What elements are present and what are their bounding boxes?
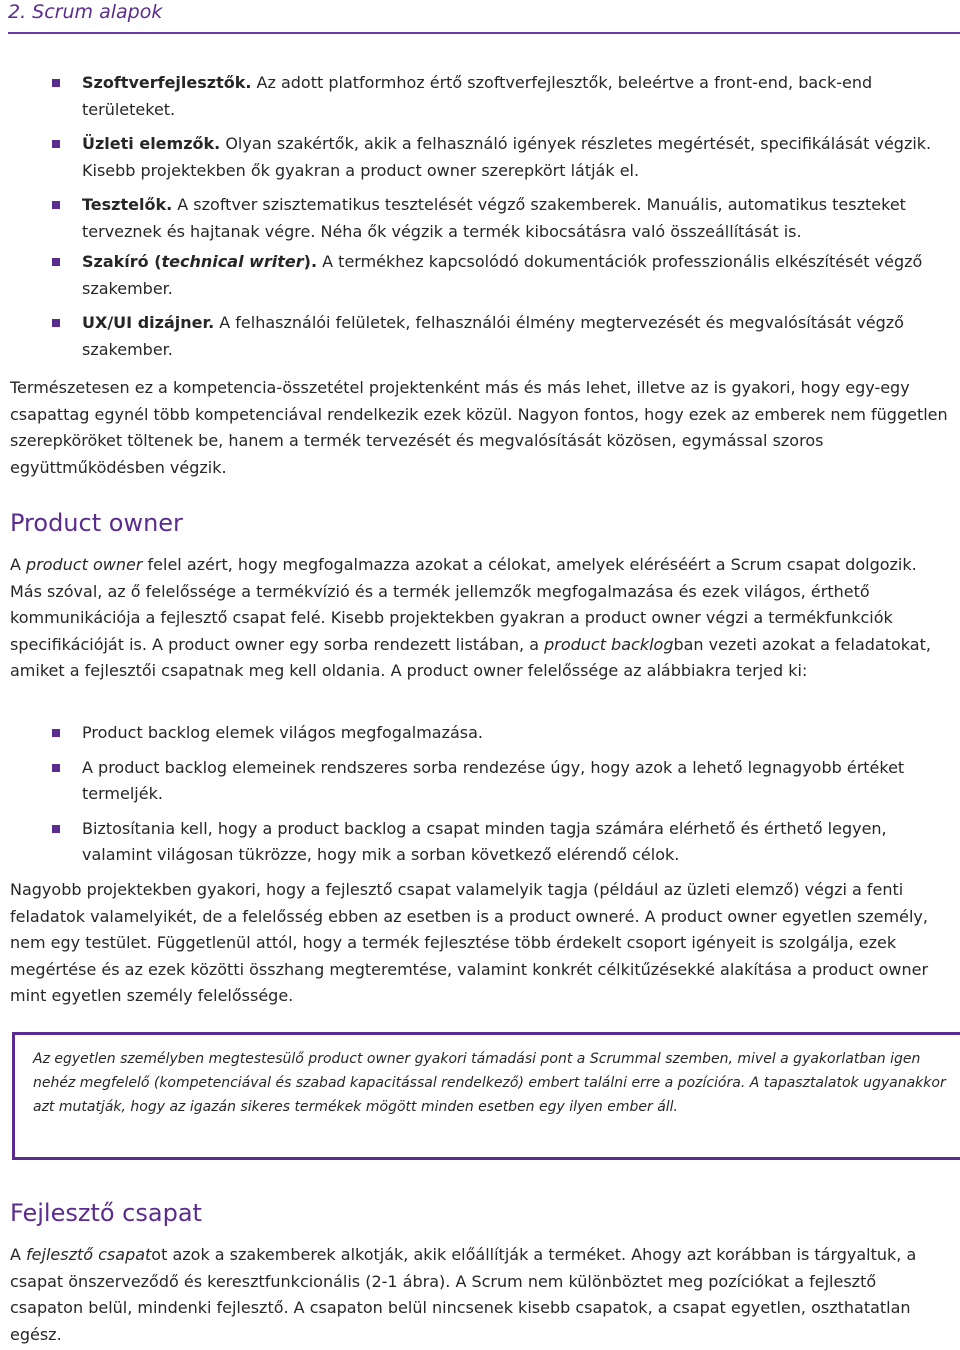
text-run: ban vezeti azokat a feladatokat, amiket a fejlesztői csapatnak meg kell oldania. A product owner felelőssége az alábbiakra terjed ki: [10,634,931,680]
list-item [0,310,960,363]
role-term [82,252,317,271]
text-run: ot azok a szakemberek alkotják, akik előállítják a terméket. Ahogy azt korábban is tárgyaltuk, a csapat önszerveződő és keresztfunkcionális (2-1 ábra). A Scrum nem különböztet meg pozíciókat a fejlesztő csapaton belül, mindenki fejlesztő. A csapaton belül nincsenek kisebb csapatok, a csapat egyetlen, oszthatatlan egész. [10,1245,917,1344]
role-description: A szoftver szisztematikus tesztelését végző szakemberek. Manuális, automatikus teszteket terveznek és hajtanak végre. Néha ők végzik a termék kibocsátásra való összeállítását is. [82,195,906,241]
bullet-square-icon [52,729,60,737]
bullet-square-icon [52,764,60,772]
duty-text: Biztosítania kell, hogy a product backlog a csapat minden tagja számára elérhető és érthető legyen, valamint világosan tükrözze, hogy mik a sorban következő elérendő célok. [82,818,887,864]
text-run: A [10,555,27,574]
role-term: Üzleti elemzők. [82,134,221,153]
role-term-end: ). [303,252,318,271]
bullet-square-icon [52,258,60,266]
chapter-title: 2. Scrum alapok [8,1,163,23]
list-item [0,816,960,869]
duty-text: Product backlog elemek világos megfogalmazása. [82,723,484,742]
chapter-header [8,0,960,34]
role-term: Szoftverfejlesztők. [82,73,252,92]
role-term: UX/UI dizájner. [82,313,215,332]
emphasis-product-owner: product owner [26,555,143,574]
section-heading-product-owner: Product owner [10,509,183,537]
list-item [0,755,960,808]
list-item [0,192,960,245]
dev-team-paragraph [10,1242,950,1348]
role-term-emphasis: technical writer [161,252,304,271]
emphasis-dev-team: fejlesztő csapat [26,1245,152,1264]
duty-text: A product backlog elemeinek rendszeres sorba rendezése úgy, hogy azok a lehető legnagyobb értéket termeljék. [82,757,905,803]
roles-list [0,70,960,363]
bullet-square-icon [52,825,60,833]
section-heading-dev-team: Fejlesztő csapat [10,1199,202,1227]
list-item [0,131,960,184]
bullet-square-icon [52,319,60,327]
list-item [0,70,960,123]
role-description: Olyan szakértők, akik a felhasználó igények részletes megértését, specifikálását végzik. Kisebb projektekben ők gyakran a product owner szerepkört látják el. [82,134,932,180]
product-owner-paragraph-2: Nagyobb projektekben gyakori, hogy a fejlesztő csapat valamelyik tagja (például az üzleti elemző) végzi a fenti feladatok valamelyikét, de a felelősség ebben az esetben is a product owneré. A product owner egyetlen személy, nem egy testület. Függetlenül attól, hogy a termék fejlesztése több érdekelt csoport igényeit is szolgálja, ezek megértése és az ezek közötti összhang megteremtése, valamint konkrét célkitűzésekké alakítása a product owner mint egyetlen személy felelőssége. [10,880,929,1005]
bullet-square-icon [52,201,60,209]
role-description: A felhasználói felületek, felhasználói élmény megtervezését és megvalósítását végző szakember. [82,313,904,359]
role-term: Tesztelők. [82,195,173,214]
text-run: A [10,1245,27,1264]
list-item [0,720,960,747]
intro-paragraph: Természetesen ez a kompetencia-összetétel projektenként más és más lehet, illetve az is gyakori, hogy egy-egy csapattag egynél több kompetenciával rendelkezik ezek közül. Nagyon fontos, hogy ezek az emberek nem független szerepköröket töltenek be, hanem a termék tervezését és megvalósítását közösen, egymással szoros együttműködésben végzik. [10,378,948,477]
role-term-start: Szakíró ( [82,252,162,271]
role-description: A termékhez kapcsolódó dokumentációk professzionális elkészítését végző szakember. [82,252,923,298]
list-item [0,249,960,302]
bullet-square-icon [52,140,60,148]
product-owner-paragraph [10,552,950,685]
role-description: Az adott platformhoz értő szoftverfejlesztők, beleértve a front-end, back-end területeket. [82,73,873,119]
emphasis-product-backlog: product backlog [544,634,674,654]
bullet-square-icon [52,79,60,87]
text-run: felel azért, hogy megfogalmazza azokat a célokat, amelyek eléréséért a Scrum csapat dolgozik. Más szóval, az ő felelőssége a termékvízió és a termék jellemzők megfogalmazása és ezek világos, érthető kommunikációja a fejlesztő csapat felé. Kisebb projektekben gyakran a product owner végzi a termékfunkciók specifikációját is. A product owner egy sorba rendezett listában, a [10,555,917,654]
callout-box: Az egyetlen személyben megtestesülő product owner gyakori támadási pont a Scrummal szemben, mivel a gyakorlatban igen nehéz megfelelő (kompetenciával és szabad kapacitással rendelkező) embert találni erre a pozícióra. A tapasztalatok ugyanakkor azt mutatják, hogy az igazán sikeres termékek mögött minden esetben egy ilyen ember áll. [12,1032,960,1160]
product-owner-duties-list [0,720,960,869]
